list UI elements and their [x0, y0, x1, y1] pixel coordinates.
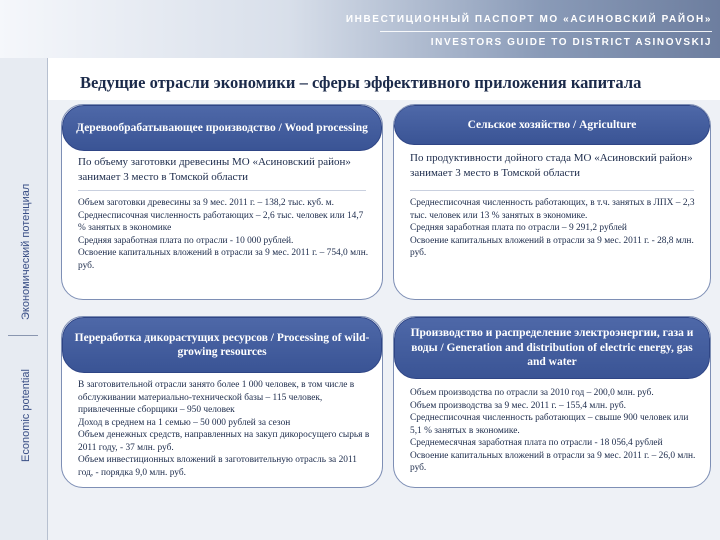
panel-heading [62, 105, 382, 151]
panel-heading [62, 317, 382, 373]
panel-heading-text: Переработка дикорастущих ресурсов / Processing of wild-growing resources [74, 331, 370, 358]
panel-separator [410, 190, 694, 191]
sidebar [0, 58, 48, 540]
panel-body [410, 387, 700, 475]
panel-energy [393, 316, 711, 488]
panel-line: В заготовительной отрасли занято более 1 000 человек, в том числе в обслуживании материально-технической базы – 115 человек, привлеченные сборщики – 950 человек [78, 380, 355, 415]
panel-lead: По продуктивности дойного стада МО «Асиновский район» занимает 3 место в Томской области [410, 152, 693, 179]
panel-line: Средняя заработная плата по отрасли - 10 000 рублей. [78, 235, 294, 246]
panel-heading-text: Сельское хозяйство / Agriculture [467, 118, 637, 131]
header-title-ru: ИНВЕСТИЦИОННЫЙ ПАСПОРТ МО «АСИНОВСКИЙ РАЙОН» [345, 14, 712, 25]
page-title: Ведущие отрасли экономики – сферы эффективного приложения капитала [80, 73, 642, 92]
panel-line: Объем инвестиционных вложений в заготовительную отрасль за 2011 год, - порядка 9,0 млн. руб. [78, 455, 357, 478]
panel-line: Объем заготовки древесины за 9 мес. 2011 г. – 138,2 тыс. куб. м. [78, 198, 334, 208]
panel-body [78, 379, 372, 479]
sidebar-divider [8, 335, 38, 336]
panel-line: Объем денежных средств, направленных на закуп дикоросущего сырья в 2011 году, - 37 млн. руб. [78, 430, 370, 453]
panel-lead: По объему заготовки древесины МО «Асиновский район» занимает 3 место в Томской области [78, 156, 351, 183]
panel-body [410, 197, 700, 260]
panel-line: Освоение капитальных вложений в отрасли за 9 мес. 2011 г. - 28,8 млн. руб. [410, 235, 694, 258]
panel-line: Среднесписочная численность работающих – свыше 900 человек или 5,1 % занятых в экономике. [410, 413, 689, 436]
panel-line: Среднесписочная численность работающих – 2,6 тыс. человек или 14,7 % занятых в экономике [78, 210, 364, 233]
panel-body [78, 197, 372, 272]
panel-separator [78, 190, 366, 191]
panel-line: Среднемесячная заработная плата по отрасли - 18 056,4 рублей [410, 438, 663, 448]
panel-heading-text: Деревообрабатывающее производство / Wood processing [76, 121, 368, 134]
sidebar-label-ru: Экономический потенциал [20, 183, 32, 320]
panel-line: Среднесписочная численность работающих, в т.ч. занятых в ЛПХ – 2,3 тыс. человек или 13 % занятых в экономике. [410, 198, 695, 221]
panel-heading [394, 317, 710, 379]
panel-line: Объем производства по отрасли за 2010 год – 200,0 млн. руб. [410, 388, 654, 398]
panel-heading-text: Производство и распределение электроэнергии, газа и воды / Generation and distribution of electric energy, gas and water [410, 327, 694, 369]
panel-line: Освоение капитальных вложений в отрасли за 9 мес. 2011 г. – 26,0 млн. руб. [410, 450, 696, 473]
panel-wild-resources [61, 316, 383, 488]
panel-line: Освоение капитальных вложений в отрасли за 9 мес. 2011 г. – 754,0 млн. руб. [78, 248, 369, 271]
header-banner [0, 0, 720, 58]
panel-line: Объем производства за 9 мес. 2011 г. – 155,4 млн. руб. [410, 400, 626, 411]
panel-heading [394, 105, 710, 145]
sidebar-label-en: Economic potential [20, 369, 32, 462]
panel-line: Доход в среднем на 1 семью – 50 000 рублей за сезон [78, 417, 291, 428]
panel-agriculture [393, 104, 711, 300]
panel-wood-processing [61, 104, 383, 300]
header-title-en: INVESTORS GUIDE TO DISTRICT ASINOVSKIJ [430, 37, 712, 48]
header-rule [380, 31, 712, 32]
panel-line: Средняя заработная плата по отрасли – 9 291,2 рублей [410, 223, 627, 233]
